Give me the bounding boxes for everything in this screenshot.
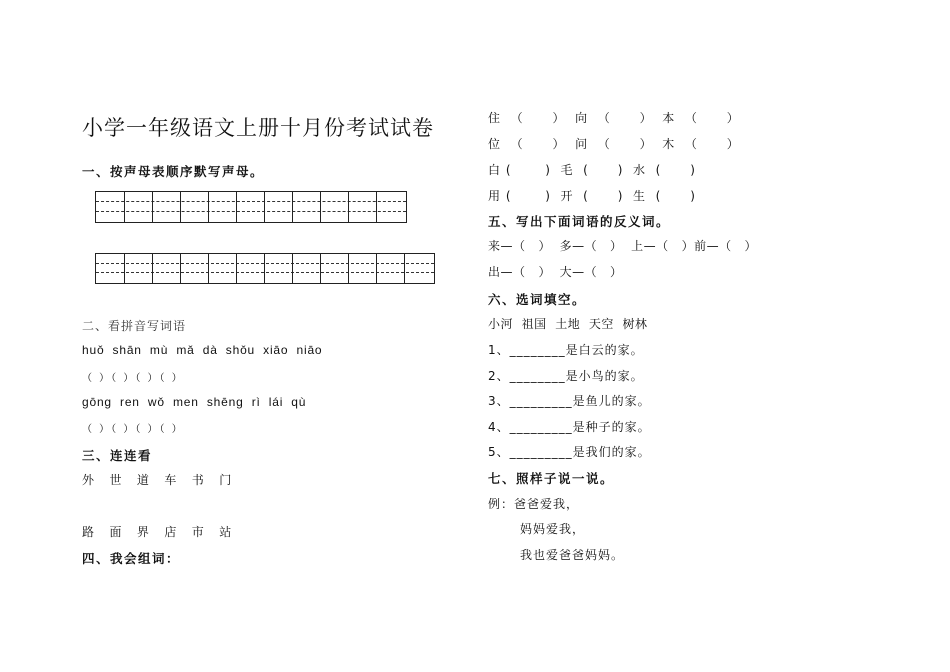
antonym-row-1[interactable]: 来—（ ） 多—（ ） 上—（ ）前—（ ） xyxy=(488,239,758,253)
zuci-row[interactable]: 白 ( ) 毛 ( ) 水 ( ) xyxy=(488,163,696,177)
section-1-heading: 一、按声母表顺序默写声母。 xyxy=(82,164,265,179)
pinyin-grid-1[interactable] xyxy=(95,191,407,223)
fill-blank-item[interactable]: 3、_________是鱼儿的家。 xyxy=(488,394,651,408)
fill-blank-item[interactable]: 5、_________是我们的家。 xyxy=(488,445,651,459)
example-line: 妈妈爱我， xyxy=(520,522,586,536)
match-bottom-row[interactable]: 路 面 界 店 市 站 xyxy=(82,525,233,539)
example-line: 例：爸爸爱我， xyxy=(488,497,580,511)
zuci-row[interactable]: 住 （ ） 向 （ ） 本 （ ） xyxy=(488,111,740,125)
antonym-row-2[interactable]: 出—（ ） 大—（ ） xyxy=(488,265,623,279)
fill-blank-item[interactable]: 4、_________是种子的家。 xyxy=(488,420,651,434)
answer-blanks-row-1[interactable]: （ ）（ ）（ ）（ ） xyxy=(82,373,184,384)
section-3-heading: 三、连连看 xyxy=(82,448,153,463)
section-6-heading: 六、选词填空。 xyxy=(488,292,587,307)
fill-blank-item[interactable]: 1、________是白云的家。 xyxy=(488,343,644,357)
section-5-heading: 五、写出下面词语的反义词。 xyxy=(488,214,671,229)
match-top-row[interactable]: 外 世 道 车 书 门 xyxy=(82,473,233,487)
zuci-row[interactable]: 位 （ ） 问 （ ） 木 （ ） xyxy=(488,137,740,151)
pinyin-grid-2[interactable] xyxy=(95,253,435,284)
page-title: 小学一年级语文上册十月份考试试卷 xyxy=(82,116,434,140)
zuci-row[interactable]: 用 ( ) 开 ( ) 生 ( ) xyxy=(488,189,696,203)
example-line: 我也爱爸爸妈妈。 xyxy=(520,548,625,562)
fill-blank-item[interactable]: 2、________是小鸟的家。 xyxy=(488,369,644,383)
answer-blanks-row-2[interactable]: （ ）（ ）（ ）（ ） xyxy=(82,424,184,435)
pinyin-row-2: gōng ren wǒ men shēng rì lái qù xyxy=(82,395,307,409)
word-bank: 小河 祖国 土地 天空 树林 xyxy=(488,317,648,331)
section-7-heading: 七、照样子说一说。 xyxy=(488,471,615,486)
pinyin-row-1: huǒ shān mù mǎ dà shǒu xiāo niāo xyxy=(82,343,323,357)
section-4-heading: 四、我会组词： xyxy=(82,551,181,566)
section-2-heading: 二、看拼音写词语 xyxy=(82,319,187,333)
